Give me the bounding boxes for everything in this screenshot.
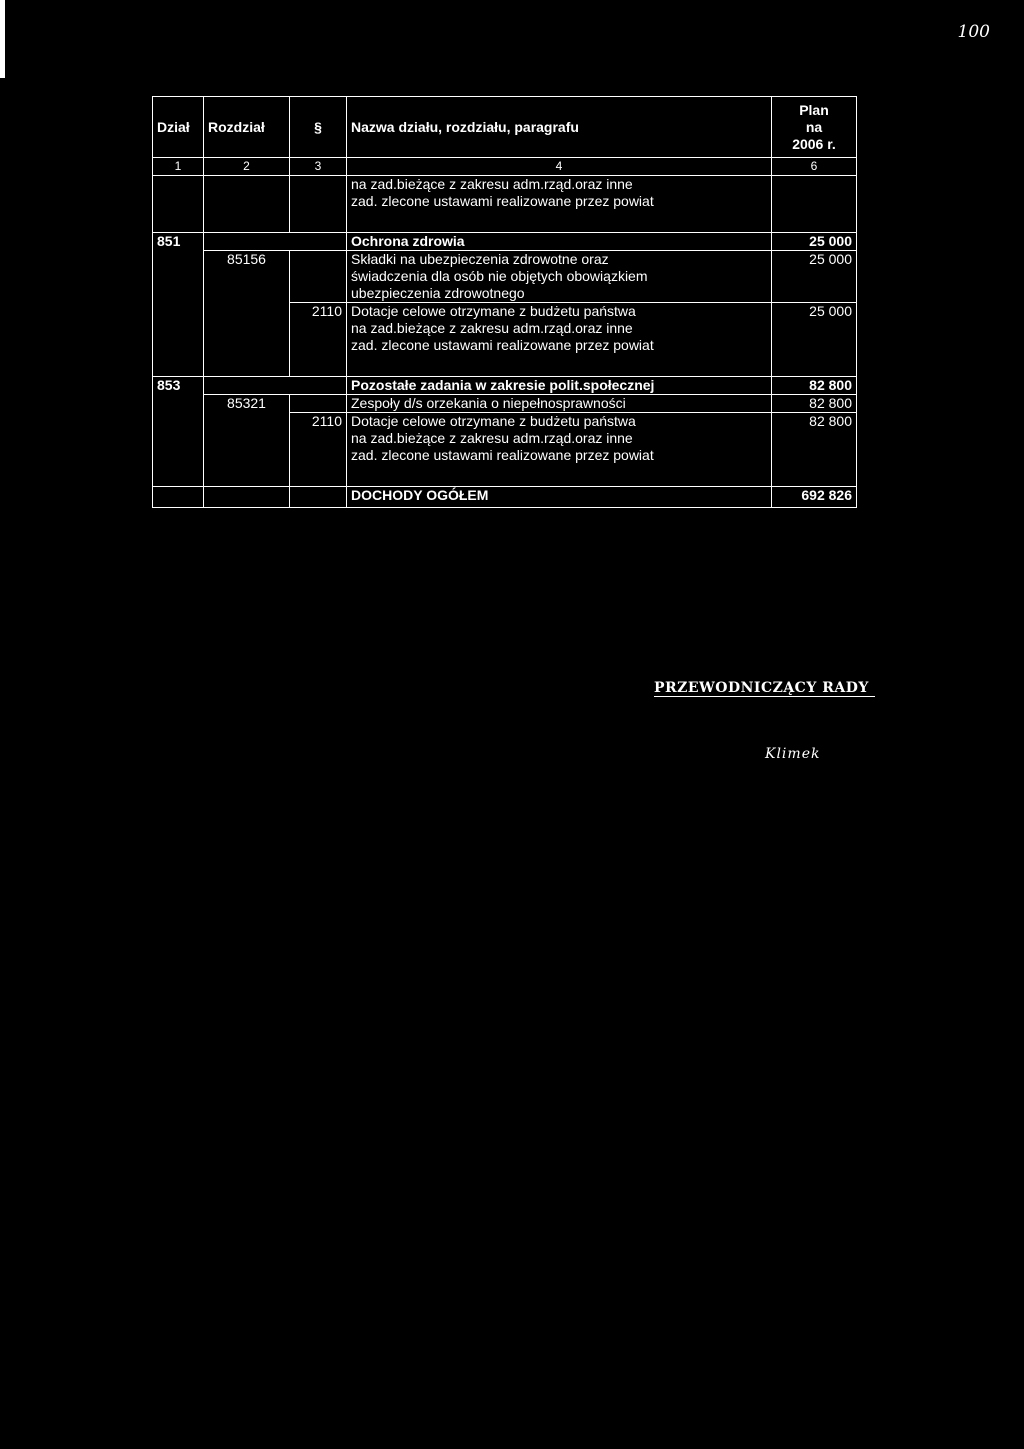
paragraf-code: 2110 xyxy=(290,303,347,355)
paragraf-name xyxy=(347,303,772,355)
rozdzial-name xyxy=(347,395,772,413)
colnum-1: 1 xyxy=(153,158,204,176)
scan-edge-mark xyxy=(0,0,5,78)
rozdzial-name-line: Zespoły d/s orzekania o niepełnosprawności xyxy=(351,395,626,411)
page-number: 100 xyxy=(957,22,990,42)
paragraf-name-line: Dotacje celowe otrzymane z budżetu państwa xyxy=(351,303,636,319)
paragraf-code: 2110 xyxy=(290,413,347,465)
dzial-code: 853 xyxy=(153,377,204,395)
paragraf-name-line: zad. zlecone ustawami realizowane przez powiat xyxy=(351,447,654,463)
paragraf-plan: 25 000 xyxy=(772,303,857,355)
continuation-line2: zad. zlecone ustawami realizowane przez powiat xyxy=(351,193,654,209)
rozdzial-plan: 82 800 xyxy=(772,395,857,413)
dzial-row-851 xyxy=(153,233,857,251)
paragraf-row-2110 xyxy=(153,413,857,465)
colnum-2: 2 xyxy=(204,158,290,176)
header-plan-line2: na xyxy=(805,118,823,135)
paragraf-name-line: zad. zlecone ustawami realizowane przez powiat xyxy=(351,337,654,353)
header-paragraf: § xyxy=(290,97,347,158)
dzial-row-853 xyxy=(153,377,857,395)
continuation-row xyxy=(153,176,857,211)
header-plan-line1: Plan xyxy=(799,101,829,118)
rozdzial-row-85321 xyxy=(153,395,857,413)
rozdzial-code: 85321 xyxy=(204,395,290,413)
table-header-row xyxy=(153,97,857,158)
column-number-row xyxy=(153,158,857,176)
rozdzial-name-line: Składki na ubezpieczenia zdrowotne oraz xyxy=(351,251,609,267)
colnum-6: 6 xyxy=(772,158,857,176)
header-plan xyxy=(772,97,857,158)
paragraf-name-line: Dotacje celowe otrzymane z budżetu państwa xyxy=(351,413,636,429)
header-plan-line3: 2006 r. xyxy=(792,135,836,152)
header-dzial: Dział xyxy=(153,97,204,158)
rozdzial-name xyxy=(347,251,772,303)
rozdzial-plan: 25 000 xyxy=(772,251,857,303)
paragraf-plan: 82 800 xyxy=(772,413,857,465)
paragraf-row-2110 xyxy=(153,303,857,355)
colnum-4: 4 xyxy=(347,158,772,176)
rozdzial-name-line: świadczenia dla osób nie objętych obowiązkiem xyxy=(351,268,648,284)
paragraf-name-line: na zad.bieżące z zakresu adm.rząd.oraz inne xyxy=(351,320,633,336)
dzial-code: 851 xyxy=(153,233,204,251)
paragraf-name xyxy=(347,413,772,465)
header-nazwa: Nazwa działu, rozdziału, paragrafu xyxy=(347,97,772,158)
continuation-line1: na zad.bieżące z zakresu adm.rząd.oraz inne xyxy=(351,176,633,192)
dzial-plan: 82 800 xyxy=(772,377,857,395)
colnum-3: 3 xyxy=(290,158,347,176)
budget-table xyxy=(152,96,857,508)
dzial-name: Pozostałe zadania w zakresie polit.społecznej xyxy=(347,377,772,395)
dzial-plan: 25 000 xyxy=(772,233,857,251)
rozdzial-name-line: ubezpieczenia zdrowotnego xyxy=(351,285,525,301)
dzial-name: Ochrona zdrowia xyxy=(347,233,772,251)
header-rozdzial: Rozdział xyxy=(204,97,290,158)
rozdzial-row-85156 xyxy=(153,251,857,303)
signature-block xyxy=(654,679,894,762)
total-value: 692 826 xyxy=(772,487,857,508)
total-label: DOCHODY OGÓŁEM xyxy=(347,487,772,508)
rozdzial-code: 85156 xyxy=(204,251,290,303)
signature-name: Klimek xyxy=(765,746,821,762)
signature-title: PRZEWODNICZĄCY RADY xyxy=(654,680,875,697)
total-row xyxy=(153,487,857,508)
paragraf-name-line: na zad.bieżące z zakresu adm.rząd.oraz inne xyxy=(351,430,633,446)
